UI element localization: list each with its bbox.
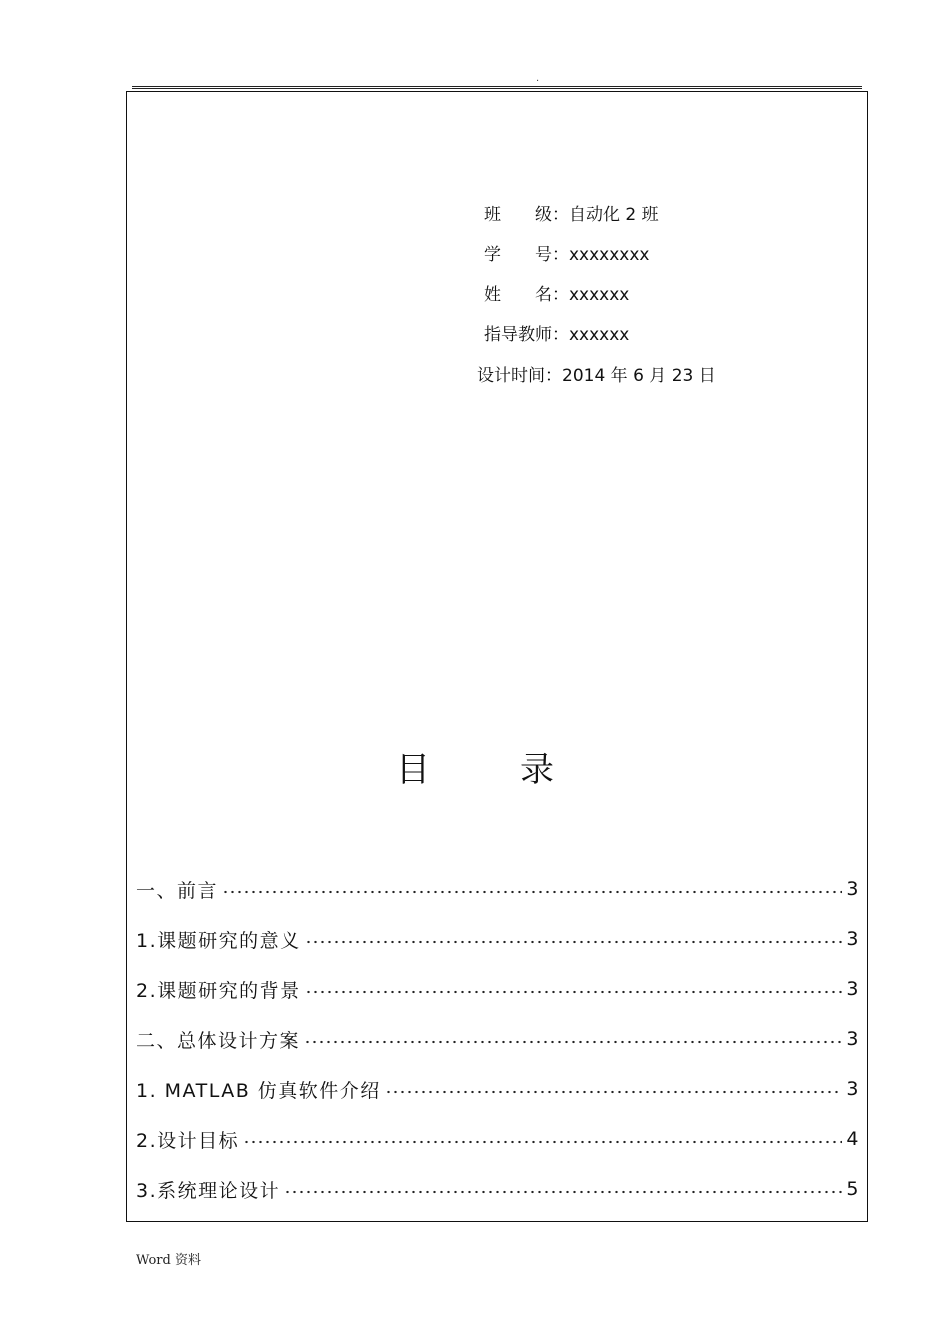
toc-leader-dots <box>304 1040 842 1044</box>
toc-entry-page: 3 <box>846 978 860 1000</box>
info-value-advisor: ：xxxxxx <box>552 325 630 345</box>
toc-entry-page: 3 <box>846 1078 860 1100</box>
toc-entry[interactable] <box>136 1124 860 1154</box>
toc-leader-dots <box>385 1090 843 1094</box>
info-value-student-id: ：xxxxxxxx <box>552 245 650 265</box>
toc-leader-dots <box>243 1140 842 1144</box>
toc-title-left: 目 <box>396 750 430 790</box>
info-label-design-date: 设计时间 <box>477 366 545 386</box>
toc-entry-text: 一、前言 <box>136 879 219 902</box>
toc-entry-page: 3 <box>846 878 860 900</box>
toc-entry[interactable] <box>136 874 860 904</box>
toc-entry-page: 5 <box>846 1178 860 1200</box>
info-value-name: ：xxxxxx <box>552 285 630 305</box>
toc-leader-dots <box>305 940 843 944</box>
info-label-class: 班 级 <box>484 205 552 225</box>
toc-entry[interactable] <box>136 1024 860 1054</box>
toc-entry[interactable] <box>136 1074 860 1104</box>
toc-entry-page: 3 <box>846 928 860 950</box>
info-row-design-date <box>477 364 716 388</box>
toc-entry-text: 1. MATLAB 仿真软件介绍 <box>136 1079 381 1102</box>
toc-entry-text: 二、总体设计方案 <box>136 1029 301 1052</box>
info-row-class <box>484 203 659 227</box>
info-row-name <box>484 283 629 307</box>
info-label-name: 姓 名 <box>484 285 552 305</box>
info-row-student-id <box>484 243 649 267</box>
info-value-design-date: ：2014 年 6 月 23 日 <box>545 366 716 386</box>
toc-leader-dots <box>305 990 843 994</box>
header-dot: . <box>536 73 540 84</box>
header-rule <box>132 86 862 89</box>
toc-entry-text: 2.课题研究的背景 <box>136 979 301 1002</box>
toc-entry-text: 3.系统理论设计 <box>136 1179 281 1202</box>
toc-entry-page: 4 <box>846 1128 860 1150</box>
info-label-advisor: 指导教师 <box>484 325 552 345</box>
toc-entry[interactable] <box>136 924 860 954</box>
toc-entry[interactable] <box>136 1174 860 1204</box>
footer-label: Word 资料 <box>136 1253 201 1268</box>
toc-title-right: 录 <box>520 750 554 790</box>
info-value-class: ：自动化 2 班 <box>552 205 659 225</box>
toc-leader-dots <box>222 890 842 894</box>
toc-title <box>0 748 950 792</box>
info-row-advisor <box>484 323 629 347</box>
toc-leader-dots <box>284 1190 842 1194</box>
toc-entry-page: 3 <box>846 1028 860 1050</box>
toc-entry[interactable] <box>136 974 860 1004</box>
toc-entry-text: 1.课题研究的意义 <box>136 929 301 952</box>
info-label-student-id: 学 号 <box>484 245 552 265</box>
toc-entry-text: 2.设计目标 <box>136 1129 240 1152</box>
